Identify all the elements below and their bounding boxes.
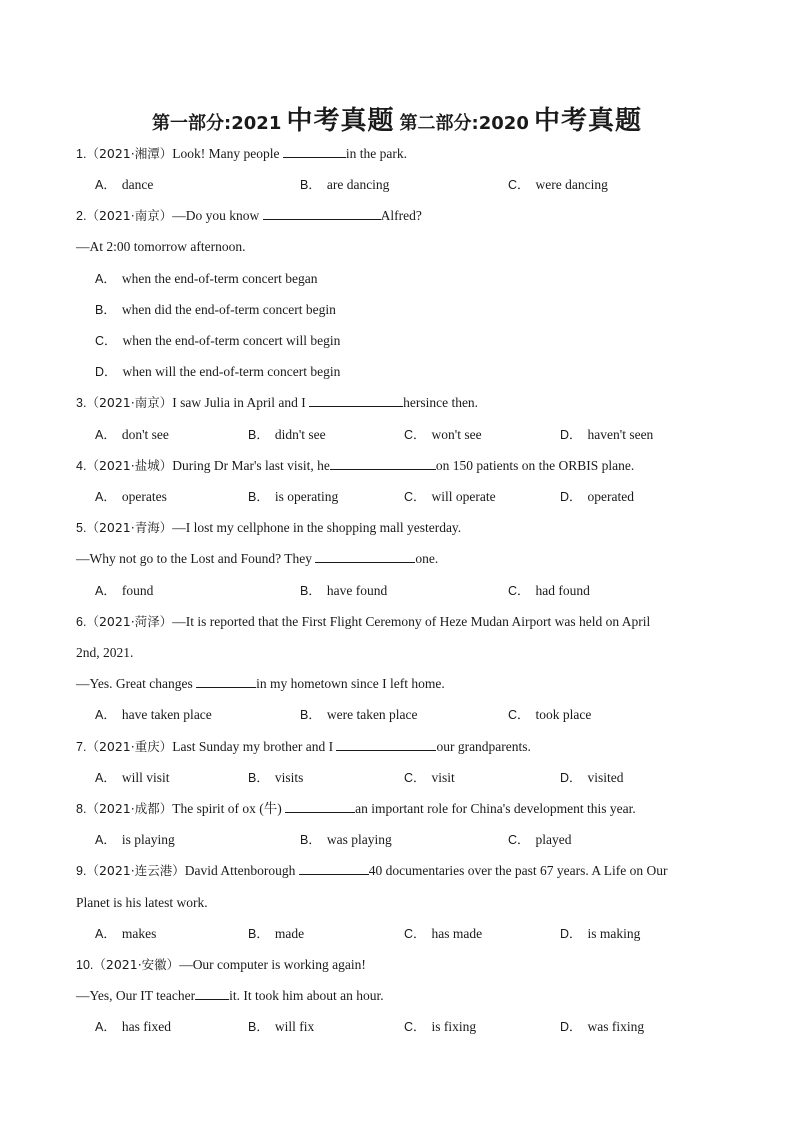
option-d: D． operated (560, 489, 635, 504)
question-source: （2021·连云港） (86, 863, 185, 878)
question-source: （2021·安徽） (93, 957, 180, 972)
option-c: C． were dancing (508, 177, 608, 192)
question-source: （2021·湘潭） (86, 146, 173, 161)
answer-blank (285, 800, 355, 813)
question-4 (76, 457, 634, 475)
option-c: C． is fixing (404, 1019, 477, 1034)
option-b: B． is operating (248, 489, 339, 504)
question-number: 9. (76, 864, 87, 878)
question-number: 2. (76, 209, 87, 223)
option-a: A． don't see (95, 427, 169, 442)
option-b: B． didn't see (248, 427, 326, 442)
option-c: C． when the end-of-term concert will begin (95, 333, 341, 348)
question-2 (76, 207, 422, 225)
option-d: D． visited (560, 770, 624, 785)
answer-blank (336, 738, 436, 751)
option-b: B． have found (300, 583, 388, 598)
question-8 (76, 800, 636, 818)
option-d: D． when will the end-of-term concert begin (95, 364, 341, 379)
option-b: B． made (248, 926, 305, 941)
option-b: B． visits (248, 770, 304, 785)
option-a: A． found (95, 583, 154, 598)
question-3 (76, 394, 478, 412)
option-c: C． has made (404, 926, 483, 941)
title-part2: 第二部分:2020 (399, 113, 529, 134)
question-source: （2021·南京） (86, 395, 173, 410)
answer-blank (195, 987, 229, 1000)
question-9-cont: Planet is his latest work. (76, 895, 208, 910)
question-text: —Our computer is working again! (179, 957, 366, 972)
question-text: —It is reported that the First Flight Ceremony of Heze Mudan Airport was held on April (172, 614, 651, 629)
option-a: A． has fixed (95, 1019, 171, 1034)
option-b: B． will fix (248, 1019, 315, 1034)
question-number: 8. (76, 802, 87, 816)
question-9 (76, 862, 668, 880)
question-text: Look! Many people (172, 146, 283, 161)
question-number: 3. (76, 396, 87, 410)
question-source: （2021·重庆） (86, 739, 173, 754)
option-a: A． makes (95, 926, 157, 941)
option-b: B． was playing (300, 832, 392, 847)
option-c: C． took place (508, 707, 592, 722)
question-number: 1. (76, 147, 87, 161)
question-source: （2021·成都） (86, 801, 173, 816)
question-2-reply: —At 2:00 tomorrow afternoon. (76, 239, 246, 254)
question-number: 5. (76, 521, 87, 535)
question-number: 4. (76, 459, 87, 473)
question-6-line2: —Yes. Great changes in my hometown since I left home. (76, 676, 445, 691)
option-a: A． when the end-of-term concert began (95, 271, 318, 286)
answer-blank (263, 207, 381, 220)
page-title (0, 100, 794, 137)
question-6-cont: 2nd, 2021. (76, 645, 134, 660)
question-text: David Attenborough (184, 863, 299, 878)
option-c: C． played (508, 832, 572, 847)
question-text-end: on 150 patients on the ORBIS plane. (435, 458, 635, 473)
title-exam2: 中考真题 (533, 106, 642, 136)
question-number: 7. (76, 740, 87, 754)
answer-blank (196, 675, 256, 688)
question-number: 6. (76, 615, 87, 629)
option-c: C． will operate (404, 489, 496, 504)
question-text-end: an important role for China's development this year. (355, 801, 636, 816)
question-text: Last Sunday my brother and I (172, 739, 337, 754)
option-a: A． is playing (95, 832, 175, 847)
option-b: B． were taken place (300, 707, 418, 722)
question-10-line2: —Yes, Our IT teacher it. It took him about an hour. (76, 988, 384, 1003)
option-a: A． will visit (95, 770, 170, 785)
option-d: D． is making (560, 926, 641, 941)
answer-blank (283, 145, 346, 158)
option-b: B． are dancing (300, 177, 390, 192)
question-text-end: our grandparents. (436, 739, 531, 754)
option-d: D． was fixing (560, 1019, 645, 1034)
question-text-end: Alfred? (380, 208, 422, 223)
question-text-end: 40 documentaries over the past 67 years. A Life on Our (368, 863, 668, 878)
question-text: During Dr Mar's last visit, he (172, 458, 330, 473)
option-b: B． when did the end-of-term concert begin (95, 302, 336, 317)
answer-blank (299, 862, 369, 875)
question-text: —Do you know (172, 208, 263, 223)
title-part1: 第一部分:2021 (152, 113, 282, 134)
question-text: The spirit of ox (牛) (172, 801, 286, 816)
question-5-line2: —Why not go to the Lost and Found? They one. (76, 551, 439, 566)
question-source: （2021·南京） (86, 208, 173, 223)
option-c: C． visit (404, 770, 455, 785)
question-text: —I lost my cellphone in the shopping mall yesterday. (172, 520, 462, 535)
title-exam1: 中考真题 (286, 106, 395, 136)
question-1 (76, 145, 407, 163)
answer-blank (309, 394, 403, 407)
question-source: （2021·菏泽） (86, 614, 173, 629)
question-text-end: hersince then. (403, 395, 479, 410)
question-10 (76, 956, 366, 974)
option-a: A． have taken place (95, 707, 212, 722)
option-d: D． haven't seen (560, 427, 654, 442)
question-source: （2021·盐城） (86, 458, 173, 473)
option-a: A． operates (95, 489, 167, 504)
question-number: 10. (76, 958, 94, 972)
answer-blank (330, 457, 436, 470)
answer-blank (315, 550, 415, 563)
option-c: C． had found (508, 583, 590, 598)
question-text-end: in the park. (345, 146, 407, 161)
question-5 (76, 519, 461, 537)
question-6 (76, 613, 650, 631)
question-text: I saw Julia in April and I (172, 395, 310, 410)
option-c: C． won't see (404, 427, 482, 442)
question-7 (76, 738, 531, 756)
question-source: （2021·青海） (86, 520, 173, 535)
option-a: A． dance (95, 177, 154, 192)
